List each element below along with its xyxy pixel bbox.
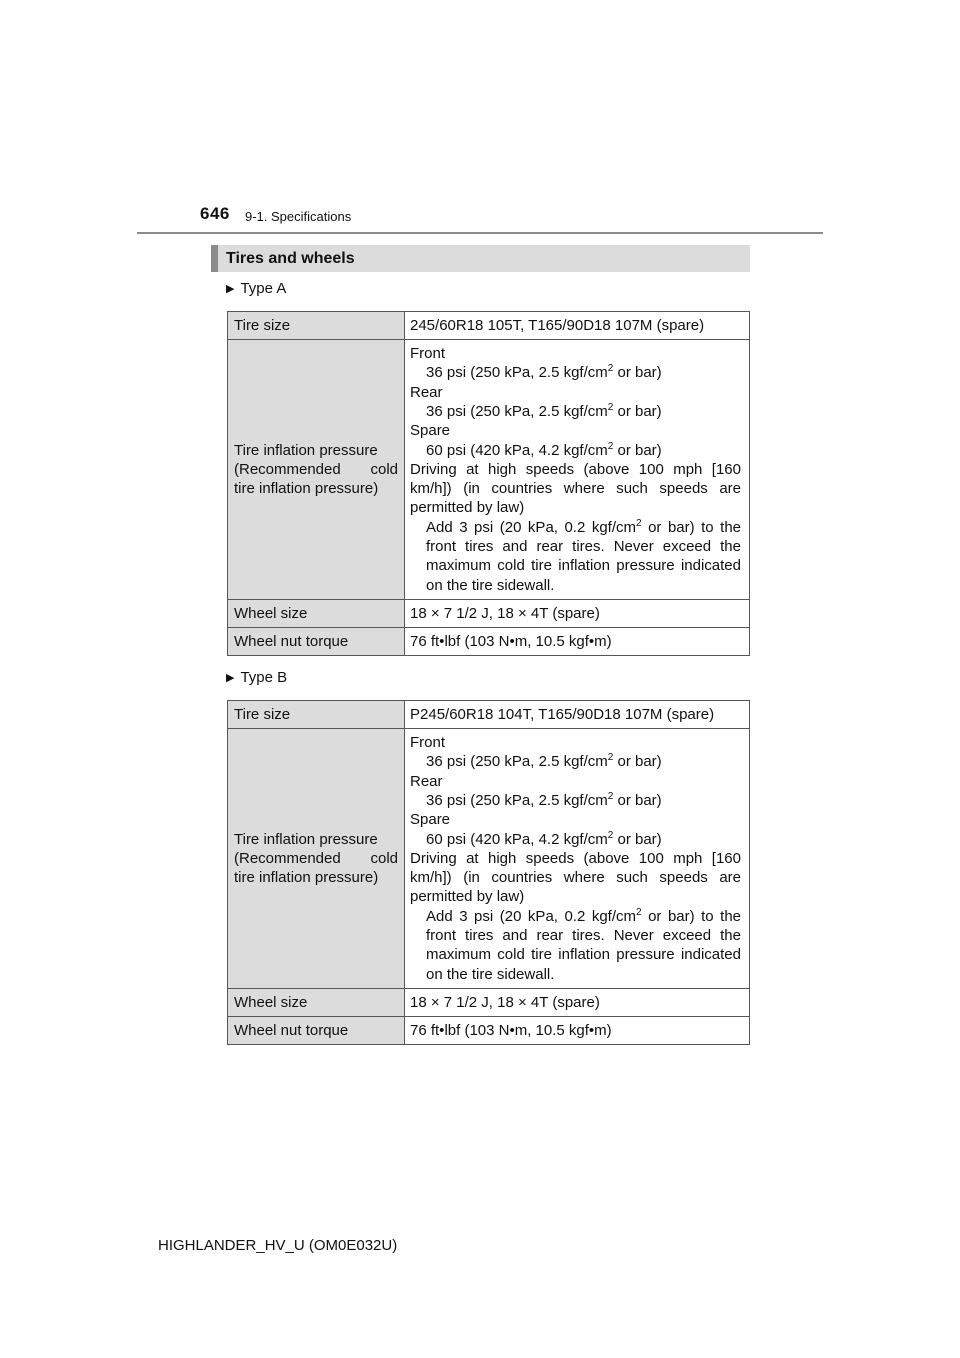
high-speed-adjustment: Add 3 psi (20 kPa, 0.2 kgf/$cm^2$ or bar) to the front tires and rear tires. Never exceed the maximum cold tire inflation pressure indicated on the tire sidewall. — [426, 906, 742, 983]
table-row — [228, 729, 750, 989]
spare-label: Spare — [410, 422, 451, 440]
front-value: 36 psi (250 kPa, 2.5 kgf/$cm^2$ or bar) — [426, 752, 662, 771]
type-a-label — [226, 280, 286, 297]
nut-torque-value: 76 ft•lbf (103 N•m, 10.5 kgf•m) — [405, 628, 750, 656]
section-title: 9-1. Specifications — [245, 209, 352, 224]
tire-pressure-label — [228, 729, 405, 989]
table-row — [228, 340, 750, 600]
spec-table-type-b — [227, 700, 750, 1045]
section-heading: Tires and wheels — [211, 245, 750, 272]
high-speed-note: Driving at high speeds (above 100 mph [160 km/h]) (in countries where such speeds are permitted by law) — [410, 460, 741, 517]
type-b-label — [226, 669, 287, 686]
tire-size-value: 245/60R18 105T, T165/90D18 107M (spare) — [405, 312, 750, 340]
table-row — [228, 628, 750, 656]
tire-size-label: Tire size — [228, 312, 405, 340]
rear-value: 36 psi (250 kPa, 2.5 kgf/$cm^2$ or bar) — [426, 401, 662, 420]
nut-torque-label: Wheel nut torque — [228, 1017, 405, 1045]
pressure-label-line: Tire inflation pressure — [234, 830, 378, 848]
pressure-label-line: (Recommended cold — [234, 460, 398, 478]
table-row — [228, 1017, 750, 1045]
tire-pressure-value — [405, 340, 750, 600]
triangle-bullet-icon: ▶ — [226, 283, 235, 295]
type-b-text: Type B — [240, 669, 288, 686]
pressure-label-line: (Recommended cold — [234, 849, 398, 867]
wheel-size-label: Wheel size — [228, 600, 405, 628]
type-a-text: Type A — [240, 280, 287, 297]
spare-label: Spare — [410, 811, 451, 829]
triangle-bullet-icon: ▶ — [226, 672, 235, 684]
spare-value: 60 psi (420 kPa, 4.2 kgf/$cm^2$ or bar) — [426, 829, 662, 848]
wheel-size-value: 18 × 7 1/2 J, 18 × 4T (spare) — [405, 989, 750, 1017]
table-row — [228, 989, 750, 1017]
tire-pressure-value — [405, 729, 750, 989]
front-label: Front — [410, 345, 446, 363]
table-row — [228, 312, 750, 340]
page-number: 646 — [200, 204, 230, 223]
spec-table-type-a — [227, 311, 750, 656]
tire-size-label: Tire size — [228, 701, 405, 729]
rear-label: Rear — [410, 772, 443, 790]
tire-pressure-label — [228, 340, 405, 600]
nut-torque-label: Wheel nut torque — [228, 628, 405, 656]
document-footer: HIGHLANDER_HV_U (OM0E032U) — [158, 1237, 398, 1254]
rear-value: 36 psi (250 kPa, 2.5 kgf/$cm^2$ or bar) — [426, 790, 662, 809]
pressure-label-line: tire inflation pressure) — [234, 480, 379, 498]
header-divider — [137, 232, 823, 234]
nut-torque-value: 76 ft•lbf (103 N•m, 10.5 kgf•m) — [405, 1017, 750, 1045]
high-speed-note: Driving at high speeds (above 100 mph [160 km/h]) (in countries where such speeds are permitted by law) — [410, 849, 741, 906]
pressure-label-line: tire inflation pressure) — [234, 869, 379, 887]
high-speed-adjustment: Add 3 psi (20 kPa, 0.2 kgf/$cm^2$ or bar) to the front tires and rear tires. Never exceed the maximum cold tire inflation pressure indicated on the tire sidewall. — [426, 517, 742, 594]
wheel-size-label: Wheel size — [228, 989, 405, 1017]
rear-label: Rear — [410, 383, 443, 401]
spare-value: 60 psi (420 kPa, 4.2 kgf/$cm^2$ or bar) — [426, 440, 662, 459]
front-label: Front — [410, 734, 446, 752]
table-row — [228, 600, 750, 628]
tire-size-value: P245/60R18 104T, T165/90D18 107M (spare) — [405, 701, 750, 729]
wheel-size-value: 18 × 7 1/2 J, 18 × 4T (spare) — [405, 600, 750, 628]
pressure-label-line: Tire inflation pressure — [234, 441, 378, 459]
front-value: 36 psi (250 kPa, 2.5 kgf/$cm^2$ or bar) — [426, 363, 662, 382]
table-row — [228, 701, 750, 729]
